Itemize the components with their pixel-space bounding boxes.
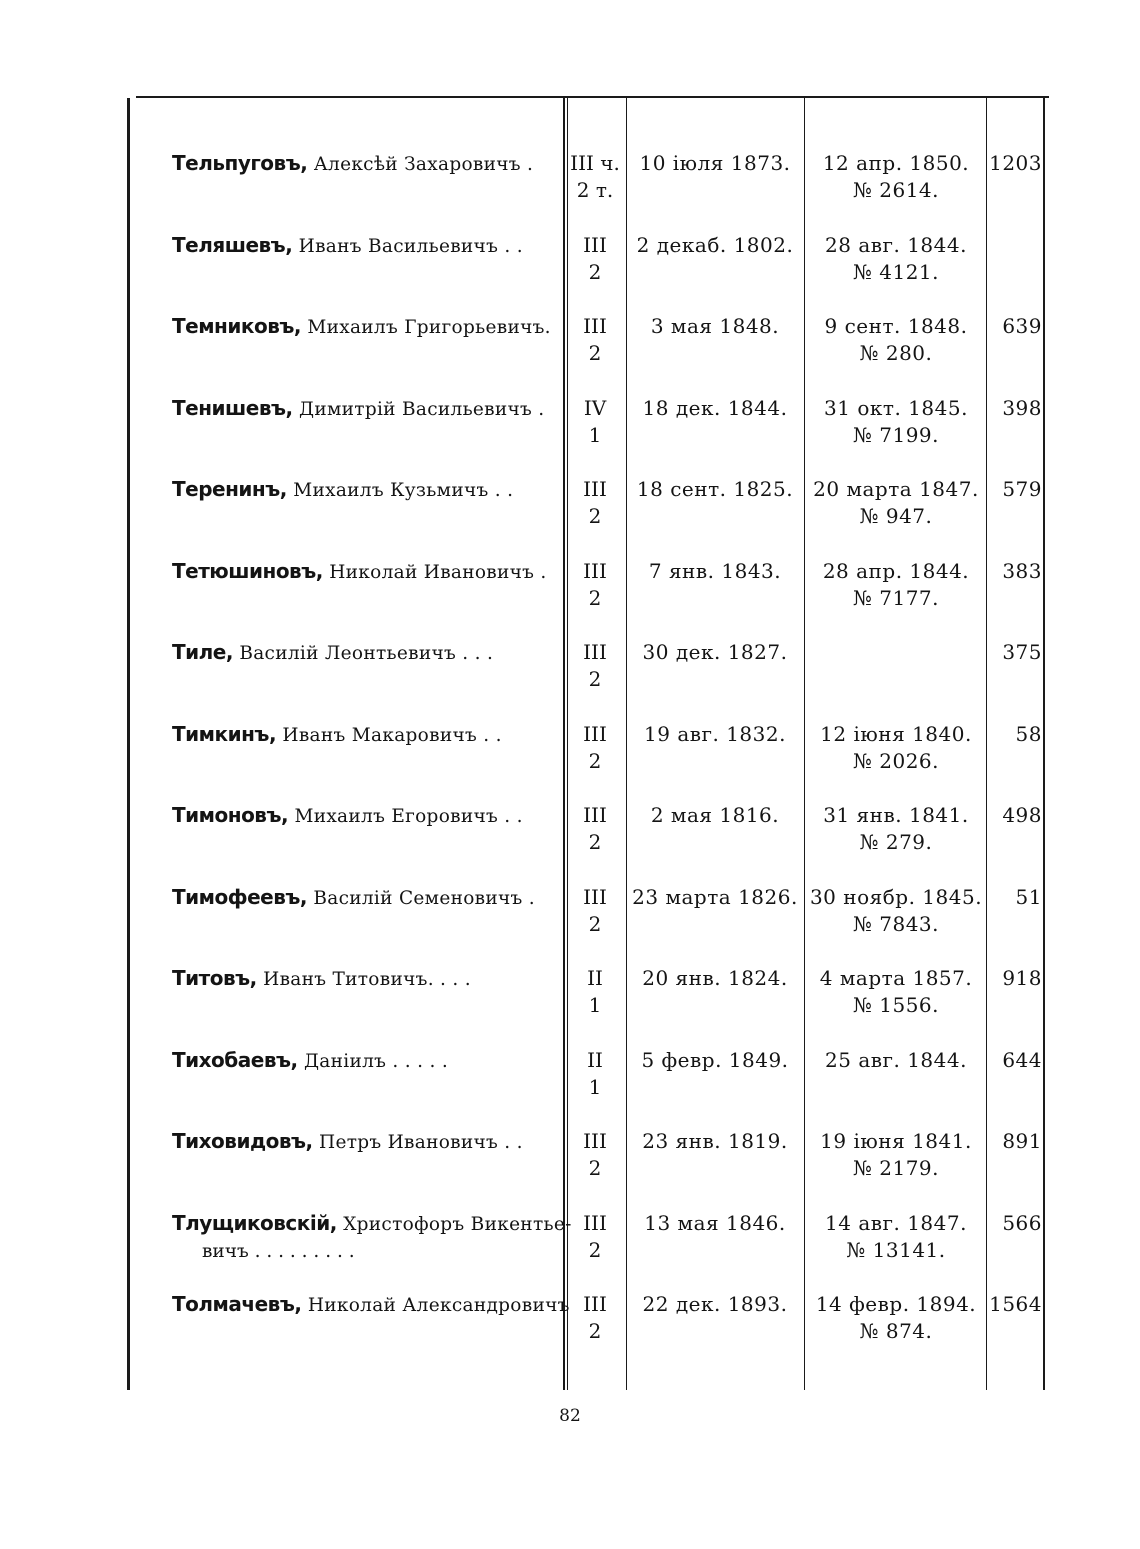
person-name bbox=[172, 965, 552, 993]
class-rank: II bbox=[587, 966, 603, 990]
order-cell bbox=[806, 1291, 986, 1345]
record-number: 566 bbox=[1002, 1210, 1042, 1235]
given-name: Николай Ивановичъ . bbox=[329, 561, 547, 583]
order-number: № 2026. bbox=[852, 748, 940, 773]
class-rank: III bbox=[583, 1210, 607, 1235]
class-rank: III bbox=[583, 477, 607, 501]
person-name bbox=[172, 1210, 572, 1265]
surname: Тимофеевъ, bbox=[172, 884, 307, 909]
birth-date-cell bbox=[628, 721, 802, 748]
class-cell bbox=[566, 1128, 624, 1182]
order-cell bbox=[806, 802, 986, 856]
class-rank: III bbox=[583, 314, 607, 338]
birth-date-cell bbox=[628, 884, 802, 911]
class-cell bbox=[566, 884, 624, 938]
person-name bbox=[172, 1047, 552, 1075]
order-number: № 2614. bbox=[852, 178, 940, 202]
birth-date-cell bbox=[628, 476, 802, 503]
given-name: Петръ Ивановичъ . . bbox=[319, 1132, 523, 1153]
surname: Тетюшиновъ, bbox=[172, 558, 323, 583]
surname: Темниковъ, bbox=[172, 314, 301, 338]
order-date: 28 апр. 1844. bbox=[822, 558, 970, 583]
class-part: 2 т. bbox=[576, 178, 614, 202]
birth-date-cell bbox=[628, 1291, 802, 1318]
order-date: 14 февр. 1894. bbox=[815, 1292, 977, 1316]
record-number: 383 bbox=[1002, 558, 1042, 583]
order-cell bbox=[806, 1210, 986, 1264]
order-cell bbox=[806, 721, 986, 775]
given-name: Даніилъ . . . . . bbox=[303, 1050, 449, 1072]
order-number: № 1556. bbox=[852, 993, 940, 1017]
order-number: № 279. bbox=[859, 830, 933, 854]
class-cell bbox=[566, 150, 624, 204]
person-name bbox=[172, 884, 552, 912]
table-row bbox=[0, 395, 1140, 475]
class-cell bbox=[566, 1291, 624, 1345]
person-name bbox=[172, 639, 552, 667]
class-part: 2 bbox=[588, 667, 602, 691]
class-part: 2 bbox=[588, 1156, 602, 1180]
record-number: 644 bbox=[1002, 1047, 1042, 1072]
given-name: Димитрій Васильевичъ . bbox=[299, 398, 545, 420]
table-row bbox=[0, 639, 1140, 719]
class-rank: III bbox=[583, 1129, 607, 1153]
table-row bbox=[0, 150, 1140, 230]
table-row bbox=[0, 1047, 1140, 1127]
record-number: 1203 bbox=[989, 151, 1042, 175]
surname: Тлущиковскій, bbox=[172, 1210, 337, 1235]
record-number: 918 bbox=[1002, 966, 1042, 990]
table-row bbox=[0, 558, 1140, 638]
order-number: № 280. bbox=[859, 341, 933, 365]
given-name: Василій Леонтьевичъ . . . bbox=[239, 643, 494, 664]
order-date: 25 авг. 1844. bbox=[825, 1047, 967, 1072]
birth-date: 18 сент. 1825. bbox=[636, 477, 794, 501]
table-row bbox=[0, 1128, 1140, 1208]
class-cell bbox=[566, 476, 624, 530]
table-row bbox=[0, 802, 1140, 882]
birth-date-cell bbox=[628, 965, 802, 992]
name-continuation: вичъ . . . . . . . . . bbox=[202, 1240, 355, 1262]
order-date: 9 сент. 1848. bbox=[824, 314, 968, 338]
order-date: 28 авг. 1844. bbox=[825, 232, 967, 257]
class-rank: III ч. bbox=[570, 151, 620, 175]
class-part: 1 bbox=[588, 1074, 602, 1099]
record-number: 639 bbox=[1002, 314, 1042, 338]
table-row bbox=[0, 884, 1140, 964]
birth-date: 2 мая 1816. bbox=[650, 803, 780, 827]
order-cell bbox=[806, 395, 986, 449]
record-number: 58 bbox=[1015, 721, 1042, 746]
person-name bbox=[172, 1291, 570, 1319]
record-number: 51 bbox=[1015, 884, 1042, 909]
class-cell bbox=[566, 802, 624, 856]
order-date: 19 іюня 1841. bbox=[820, 1129, 972, 1153]
order-date: 14 авг. 1847. bbox=[825, 1210, 967, 1235]
surname: Тиле, bbox=[172, 640, 233, 664]
class-cell bbox=[566, 313, 624, 367]
class-rank: III bbox=[583, 803, 607, 827]
birth-date-cell bbox=[628, 1047, 802, 1074]
birth-date: 30 дек. 1827. bbox=[642, 640, 788, 664]
birth-date-cell bbox=[628, 1128, 802, 1155]
class-part: 2 bbox=[588, 1237, 602, 1262]
given-name: Николай Александровичъ bbox=[307, 1295, 570, 1316]
record-number: 498 bbox=[1002, 803, 1042, 827]
given-name: Иванъ Макаровичъ . . bbox=[282, 724, 502, 746]
table-row bbox=[0, 232, 1140, 312]
class-rank: III bbox=[583, 558, 607, 583]
class-part: 2 bbox=[588, 259, 602, 284]
order-date: 31 окт. 1845. bbox=[824, 395, 968, 420]
class-part: 1 bbox=[588, 422, 602, 447]
class-part: 2 bbox=[588, 504, 602, 528]
birth-date: 19 авг. 1832. bbox=[644, 721, 786, 746]
order-number: № 4121. bbox=[852, 259, 940, 284]
person-name bbox=[172, 476, 552, 504]
class-rank: IV bbox=[583, 395, 607, 420]
given-name: Иванъ Титовичъ. . . . bbox=[263, 969, 471, 990]
class-rank: III bbox=[583, 232, 607, 257]
class-cell bbox=[566, 1210, 624, 1264]
order-number: № 874. bbox=[859, 1319, 933, 1343]
page-number: 82 bbox=[559, 1406, 581, 1426]
surname: Тимкинъ, bbox=[172, 721, 277, 746]
order-cell bbox=[806, 558, 986, 612]
person-name bbox=[172, 558, 552, 586]
class-rank: III bbox=[583, 884, 607, 909]
birth-date: 13 мая 1846. bbox=[644, 1210, 786, 1235]
class-rank: III bbox=[583, 640, 607, 664]
surname: Теренинъ, bbox=[172, 477, 287, 501]
birth-date-cell bbox=[628, 802, 802, 829]
record-number: 579 bbox=[1002, 477, 1042, 501]
surname: Тимоновъ, bbox=[172, 803, 289, 827]
order-date: 12 апр. 1850. bbox=[822, 151, 970, 175]
order-cell bbox=[806, 965, 986, 1019]
table-top-rule bbox=[136, 96, 1049, 98]
table-row bbox=[0, 313, 1140, 393]
birth-date: 18 дек. 1844. bbox=[642, 395, 788, 420]
order-cell bbox=[806, 313, 986, 367]
table-row bbox=[0, 965, 1140, 1045]
given-name: Иванъ Васильевичъ . . bbox=[298, 235, 523, 257]
person-name bbox=[172, 395, 552, 423]
given-name: Михаилъ Кузьмичъ . . bbox=[293, 480, 514, 501]
person-name bbox=[172, 802, 552, 830]
record-number: 1564 bbox=[989, 1292, 1042, 1316]
person-name bbox=[172, 150, 552, 178]
surname: Толмачевъ, bbox=[172, 1292, 302, 1316]
table-row bbox=[0, 1291, 1140, 1371]
birth-date-cell bbox=[628, 558, 802, 585]
class-cell bbox=[566, 965, 624, 1019]
birth-date: 2 декаб. 1802. bbox=[636, 232, 794, 257]
person-name bbox=[172, 721, 552, 749]
surname: Титовъ, bbox=[172, 966, 257, 990]
record-number: 891 bbox=[1002, 1129, 1042, 1153]
birth-date-cell bbox=[628, 232, 802, 259]
birth-date: 23 янв. 1819. bbox=[642, 1129, 788, 1153]
class-part: 2 bbox=[588, 911, 602, 936]
given-name: Василій Семеновичъ . bbox=[313, 887, 535, 909]
order-number: № 2179. bbox=[852, 1156, 940, 1180]
order-date: 31 янв. 1841. bbox=[823, 803, 969, 827]
class-cell bbox=[566, 395, 624, 449]
order-cell bbox=[806, 884, 986, 938]
person-name bbox=[172, 1128, 552, 1156]
table-row bbox=[0, 476, 1140, 556]
class-rank: III bbox=[583, 1292, 607, 1316]
person-name bbox=[172, 232, 552, 260]
surname: Тихобаевъ, bbox=[172, 1047, 298, 1072]
order-cell bbox=[806, 476, 986, 530]
given-name: Михаилъ Григорьевичъ. bbox=[307, 317, 551, 338]
class-part: 2 bbox=[588, 830, 602, 854]
class-cell bbox=[566, 232, 624, 286]
table-row bbox=[0, 721, 1140, 801]
birth-date: 22 дек. 1893. bbox=[642, 1292, 788, 1316]
class-cell bbox=[566, 639, 624, 693]
birth-date: 10 іюля 1873. bbox=[639, 151, 791, 175]
order-cell bbox=[806, 150, 986, 204]
order-cell bbox=[806, 232, 986, 286]
surname: Тиховидовъ, bbox=[172, 1129, 313, 1153]
surname: Теляшевъ, bbox=[172, 232, 293, 257]
order-cell bbox=[806, 1047, 986, 1074]
person-name bbox=[172, 313, 552, 341]
surname: Тенишевъ, bbox=[172, 395, 293, 420]
class-cell bbox=[566, 721, 624, 775]
birth-date-cell bbox=[628, 150, 802, 177]
order-cell bbox=[806, 1128, 986, 1182]
birth-date: 20 янв. 1824. bbox=[642, 966, 788, 990]
table-row bbox=[0, 1210, 1140, 1290]
class-cell bbox=[566, 1047, 624, 1101]
birth-date: 5 февр. 1849. bbox=[641, 1047, 789, 1072]
order-date: 30 ноябр. 1845. bbox=[809, 884, 983, 909]
birth-date-cell bbox=[628, 313, 802, 340]
given-name: Христофоръ Викентье- bbox=[343, 1213, 572, 1235]
class-part: 1 bbox=[588, 993, 602, 1017]
order-date: 12 іюня 1840. bbox=[820, 721, 972, 746]
given-name: Алексѣй Захаровичъ . bbox=[313, 154, 534, 175]
birth-date-cell bbox=[628, 1210, 802, 1237]
class-part: 2 bbox=[588, 585, 602, 610]
record-number: 398 bbox=[1002, 395, 1042, 420]
given-name: Михаилъ Егоровичъ . . bbox=[294, 806, 523, 827]
class-part: 2 bbox=[588, 341, 602, 365]
order-number: № 7199. bbox=[852, 422, 940, 447]
birth-date: 3 мая 1848. bbox=[650, 314, 780, 338]
class-rank: III bbox=[583, 721, 607, 746]
order-number: № 7177. bbox=[852, 585, 940, 610]
surname: Тельпуговъ, bbox=[172, 151, 308, 175]
birth-date-cell bbox=[628, 395, 802, 422]
class-part: 2 bbox=[588, 748, 602, 773]
record-number: 375 bbox=[1002, 640, 1042, 664]
order-number: № 13141. bbox=[846, 1237, 946, 1262]
birth-date: 23 марта 1826. bbox=[632, 884, 798, 909]
class-cell bbox=[566, 558, 624, 612]
order-number: № 947. bbox=[859, 504, 933, 528]
class-rank: II bbox=[587, 1047, 603, 1072]
order-number: № 7843. bbox=[852, 911, 940, 936]
order-date: 4 марта 1857. bbox=[819, 966, 973, 990]
birth-date-cell bbox=[628, 639, 802, 666]
order-date: 20 марта 1847. bbox=[813, 477, 979, 501]
birth-date: 7 янв. 1843. bbox=[648, 558, 782, 583]
class-part: 2 bbox=[588, 1319, 602, 1343]
